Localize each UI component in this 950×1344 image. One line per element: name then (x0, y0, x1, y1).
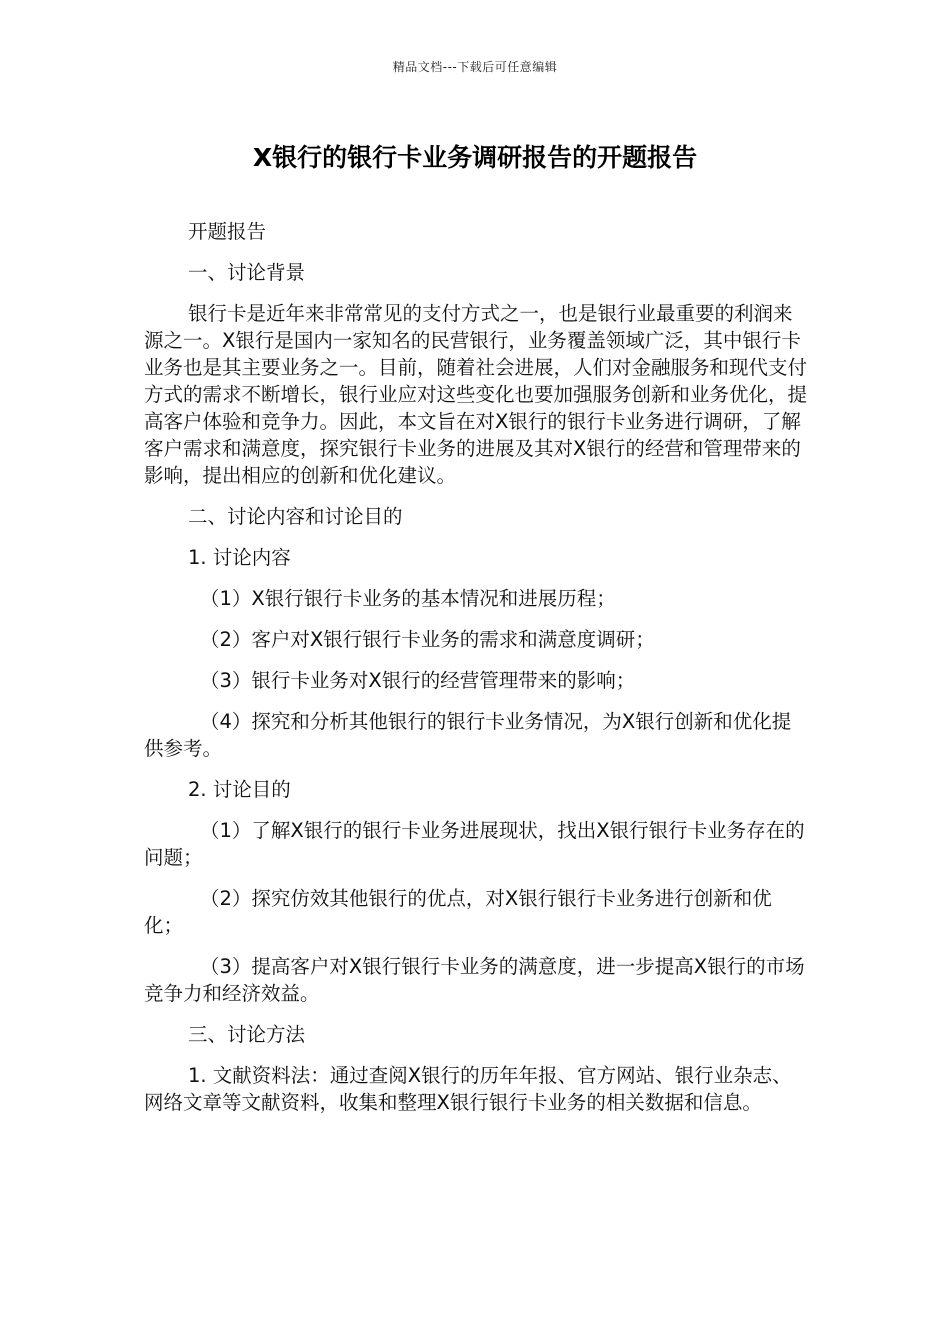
list-item-content-4: （4）探究和分析其他银行的银行卡业务情况，为X银行创新和优化提供参考。 (144, 710, 792, 760)
list-item-content-1: （1）X银行银行卡业务的基本情况和进展历程； (200, 587, 616, 610)
list-item-content-2: （2）客户对X银行银行卡业务的需求和满意度调研； (200, 628, 655, 651)
section-heading-background: 一、讨论背景 (188, 261, 306, 284)
document-body (144, 218, 808, 1130)
section-heading-content-purpose: 二、讨论内容和讨论目的 (188, 505, 403, 528)
section-heading-methods: 三、讨论方法 (188, 1023, 306, 1046)
document-title: X银行的银行卡业务调研报告的开题报告 (252, 143, 698, 172)
paragraph-method-1: 1. 文献资料法：通过查阅X银行的历年年报、官方网站、银行业杂志、网络文章等文献资料，收集和整理X银行银行卡业务的相关数据和信息。 (144, 1064, 792, 1114)
subheading-purpose: 2. 讨论目的 (188, 778, 291, 801)
section-heading-report: 开题报告 (188, 220, 267, 243)
list-item-purpose-1: （1）了解X银行的银行卡业务进展现状，找出X银行银行卡业务存在的问题； (144, 819, 805, 869)
list-item-purpose-3: （3）提高客户对X银行银行卡业务的满意度，进一步提高X银行的市场竞争力和经济效益。 (144, 955, 805, 1005)
paragraph-background: 银行卡是近年来非常常见的支付方式之一，也是银行业最重要的利润来源之一。X银行是国内一家知名的民营银行，业务覆盖领域广泛，其中银行卡业务也是其主要业务之一。目前，随着社会进展，人们对金融服务和现代支付方式的需求不断增长，银行业应对这些变化也要加强服务创新和业务优化，提高客户体验和竞争力。因此，本文旨在对X银行的银行卡业务进行调研，了解客户需求和满意度，探究银行卡业务的进展及其对X银行的经营和管理带来的影响，提出相应的创新和优化建议。 (144, 302, 808, 487)
header-note: 精品文档---下载后可任意编辑 (392, 60, 558, 74)
subheading-content: 1. 讨论内容 (188, 546, 291, 569)
list-item-purpose-2: （2）探究仿效其他银行的优点，对X银行银行卡业务进行创新和优化； (144, 887, 772, 937)
list-item-content-3: （3）银行卡业务对X银行的经营管理带来的影响； (200, 669, 636, 692)
